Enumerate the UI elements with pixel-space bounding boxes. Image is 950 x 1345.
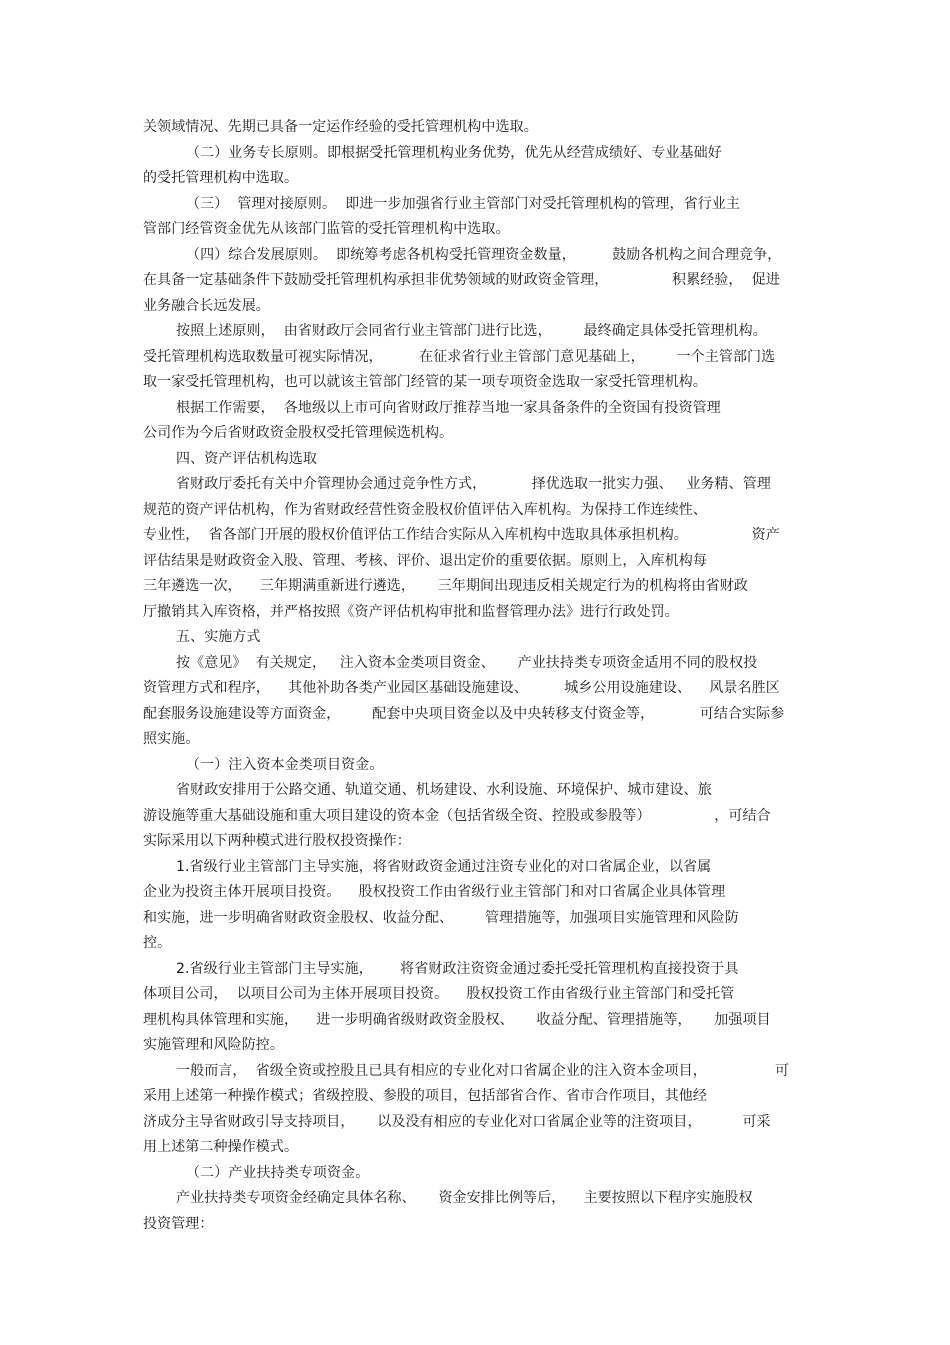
text-line: 取一家受托管理机构，也可以就该主管部门经管的某一项专项资金选取一家受托管理机构。: [143, 374, 707, 390]
text-line: 受托管理机构选取数量可视实际情况， 在征求省行业主管部门意见基础上， 一个主管部门选: [143, 349, 776, 365]
text-line: 一般而言， 省级全资或控股且已具有相应的专业化对口省属企业的注入资本金项目， 可: [176, 1063, 790, 1079]
text-line: 在具备一定基础条件下鼓励受托管理机构承担非优势领域的财政资金管理， 积累经验， 促进: [143, 272, 780, 288]
text-line: 资管理方式和程序， 其他补助各类产业园区基础设施建设、 城乡公用设施建设、 风景名胜区: [143, 680, 780, 696]
text-line: 实施管理和风险防控。: [143, 1037, 284, 1053]
section-heading: 五、实施方式: [176, 629, 261, 645]
text-line: 评估结果是财政资金入股、管理、考核、评价、退出定价的重要依据。原则上，入库机构每: [143, 553, 707, 569]
text-line: 关领域情况、先期已具备一定运作经验的受托管理机构中选取。: [143, 119, 538, 135]
text-line: 体项目公司， 以项目公司为主体开展项目投资。 股权投资工作由省级行业主管部门和受托管: [143, 986, 735, 1002]
subsection-heading: （一）注入资本金类项目资金。: [186, 757, 384, 773]
text-line: 企业为投资主体开展项目投资。 股权投资工作由省级行业主管部门和对口省属企业具体管理: [143, 884, 726, 900]
subsection-heading: （二）产业扶持类专项资金。: [186, 1165, 370, 1181]
text-line: 实际采用以下两种模式进行股权投资操作：: [143, 833, 411, 849]
text-line: 济成分主导省财政引导支持项目， 以及没有相应的专业化对口省属企业等的注资项目， 可采: [143, 1114, 771, 1130]
text-line: （三） 管理对接原则。 即进一步加强省行业主管部门对受托管理机构的管理，省行业主: [186, 196, 740, 212]
text-line: 业务融合长远发展。: [143, 298, 270, 314]
text-line: 专业性， 省各部门开展的股权价值评估工作结合实际从入库机构中选取具体承担机构。 资产: [143, 527, 780, 543]
text-line: 采用上述第一种操作模式；省级控股、参股的项目，包括部省合作、省市合作项目，其他经: [143, 1088, 707, 1104]
text-line: 配套服务设施建设等方面资金， 配套中央项目资金以及中央转移支付资金等， 可结合实际参: [143, 706, 785, 722]
text-line: （四）综合发展原则。 即统筹考虑各机构受托管理资金数量， 鼓励各机构之间合理竞争，: [186, 247, 782, 263]
text-line: 厅撤销其入库资格，并严格按照《资产评估机构审批和监督管理办法》进行行政处罚。: [143, 604, 679, 620]
text-line: （二）业务专长原则。即根据受托管理机构业务优势，优先从经营成绩好、专业基础好: [186, 145, 722, 161]
text-line: 和实施，进一步明确省财政资金股权、收益分配、 管理措施等，加强项目实施管理和风险防: [143, 910, 739, 926]
text-line: 规范的资产评估机构，作为省财政经营性资金股权价值评估入库机构。为保持工作连续性、: [143, 502, 707, 518]
text-line: 照实施。: [143, 731, 200, 747]
text-line: 根据工作需要， 各地级以上市可向省财政厅推荐当地一家具备条件的全资国有投资管理: [176, 400, 721, 416]
text-line: 游设施等重大基础设施和重大项目建设的资本金（包括省级全资、控股或参股等） ，可结合: [143, 808, 771, 824]
text-line: 用上述第二种操作模式。: [143, 1139, 299, 1155]
text-line: 投资管理：: [143, 1216, 214, 1232]
text-line: 控。: [143, 935, 172, 951]
text-line: 的受托管理机构中选取。: [143, 170, 299, 186]
text-line: 管部门经管资金优先从该部门监管的受托管理机构中选取。: [143, 221, 510, 237]
text-line: 三年遴选一次， 三年期满重新进行遴选， 三年期间出现违反相关规定行为的机构将由省财政: [143, 578, 748, 594]
text-line: 按《意见》 有关规定， 注入资本金类项目资金、 产业扶持类专项资金适用不同的股权投: [176, 655, 758, 671]
text-line: 省财政安排用于公路交通、轨道交通、机场建设、水利设施、环境保护、城市建设、旅: [176, 782, 712, 798]
section-heading: 四、资产评估机构选取: [176, 451, 317, 467]
text-line: 2.省级行业主管部门主导实施， 将省财政注资资金通过委托受托管理机构直接投资于具: [176, 961, 739, 977]
text-line: 理机构具体管理和实施， 进一步明确省级财政资金股权、 收益分配、管理措施等， 加强项目: [143, 1012, 771, 1028]
text-line: 1.省级行业主管部门主导实施，将省财政资金通过注资专业化的对口省属企业，以省属: [176, 859, 712, 875]
text-line: 省财政厅委托有关中介管理协会通过竞争性方式， 择优选取一批实力强、 业务精、管理: [176, 476, 771, 492]
text-line: 公司作为今后省财政资金股权受托管理候选机构。: [143, 425, 454, 441]
text-line: 产业扶持类专项资金经确定具体名称、 资金安排比例等后， 主要按照以下程序实施股权: [176, 1190, 753, 1206]
text-line: 按照上述原则， 由省财政厅会同省行业主管部门进行比选， 最终确定具体受托管理机构。: [176, 323, 767, 339]
